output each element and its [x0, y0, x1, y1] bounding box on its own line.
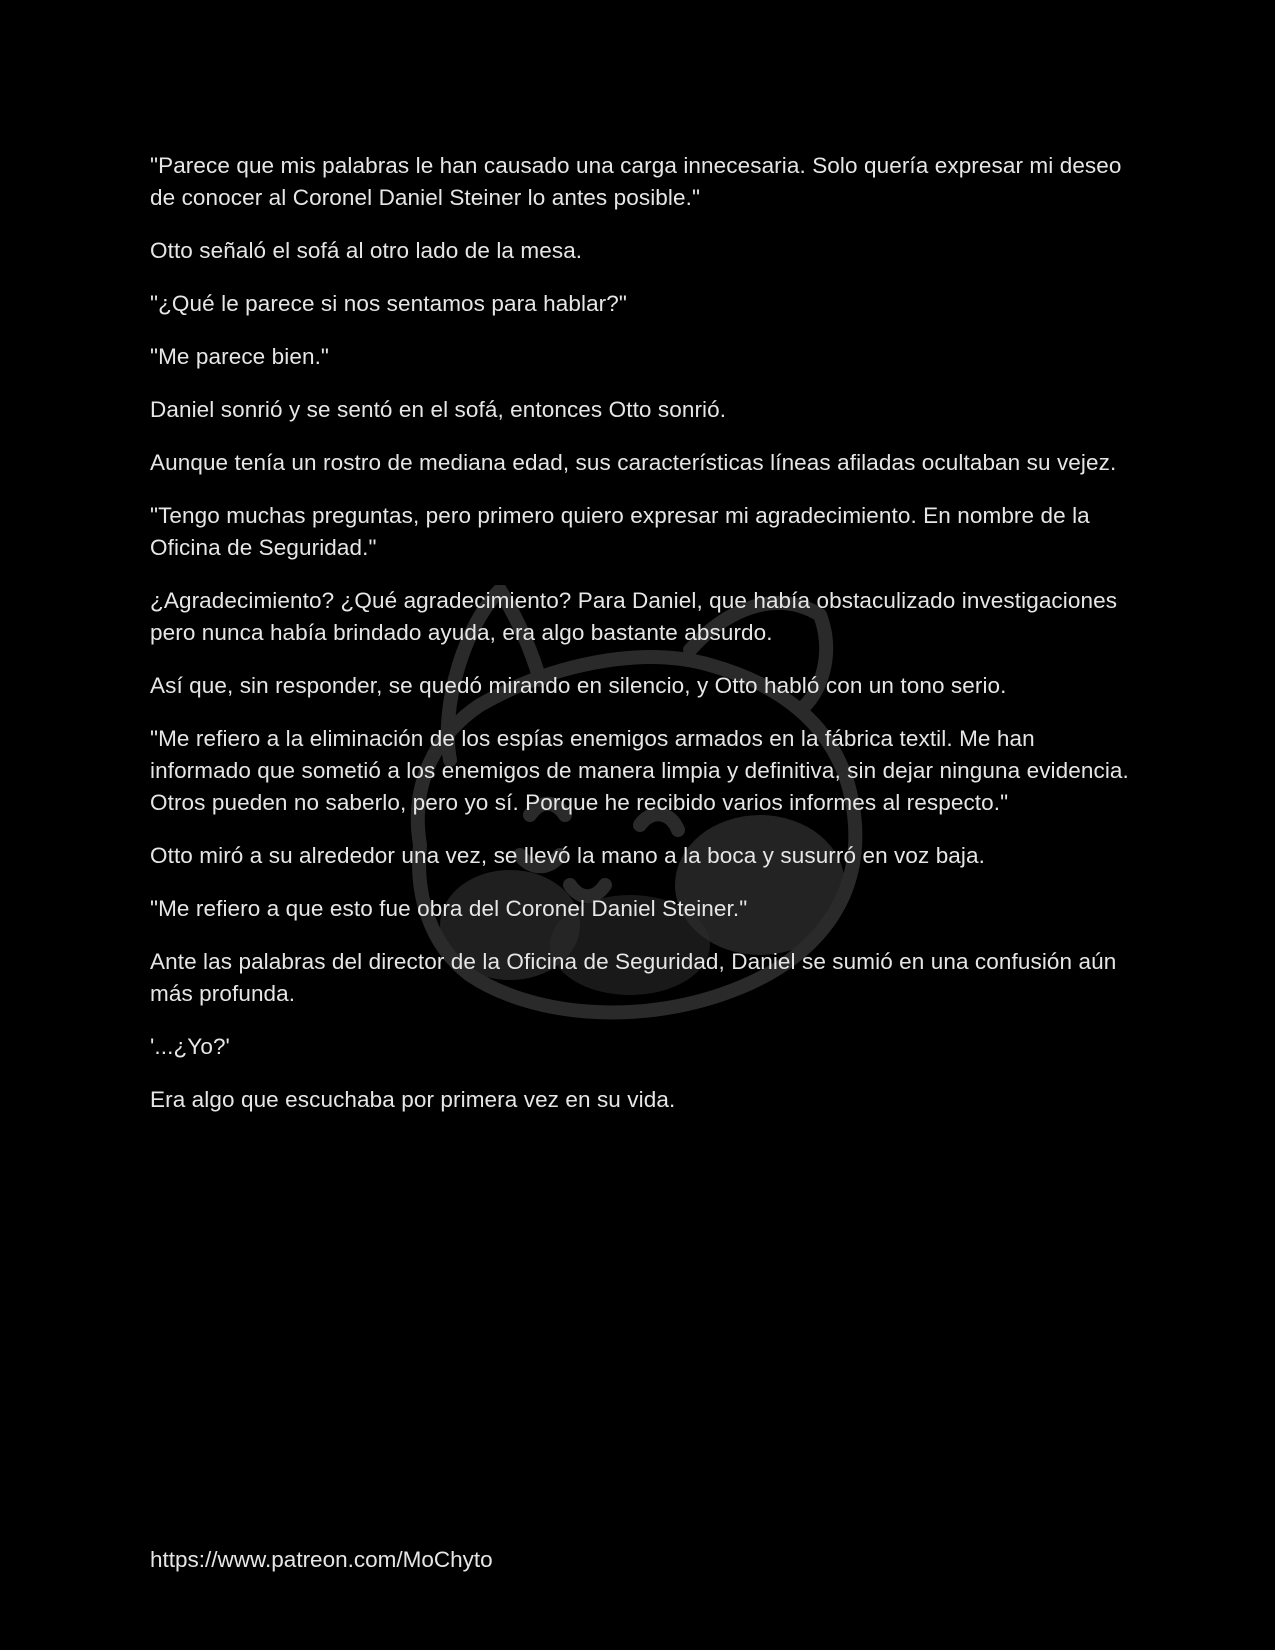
paragraph: Otto miró a su alrededor una vez, se llevó la mano a la boca y susurró en voz baja.: [150, 843, 985, 868]
paragraph: ¿Agradecimiento? ¿Qué agradecimiento? Para Daniel, que había obstaculizado investigaciones pero nunca había brindado ayuda, era algo bastante absurdo.: [150, 588, 1118, 645]
paragraph: Otto señaló el sofá al otro lado de la mesa.: [150, 238, 583, 263]
paragraph: Así que, sin responder, se quedó mirando en silencio, y Otto habló con un tono serio.: [150, 673, 1007, 698]
paragraph: "Me refiero a que esto fue obra del Coronel Daniel Steiner.": [150, 896, 748, 921]
paragraph: Ante las palabras del director de la Oficina de Seguridad, Daniel se sumió en una confusión aún más profunda.: [150, 949, 1117, 1006]
paragraph: "Parece que mis palabras le han causado una carga innecesaria. Solo quería expresar mi deseo de conocer al Coronel Daniel Steiner lo antes posible.": [150, 153, 1122, 210]
paragraph: '...¿Yo?': [150, 1034, 230, 1059]
paragraph: Era algo que escuchaba por primera vez en su vida.: [150, 1087, 676, 1112]
paragraph: "Tengo muchas preguntas, pero primero quiero expresar mi agradecimiento. En nombre de la Oficina de Seguridad.": [150, 503, 1090, 560]
paragraph: Daniel sonrió y se sentó en el sofá, entonces Otto sonrió.: [150, 397, 727, 422]
document-body: [150, 150, 1135, 1137]
paragraph: "¿Qué le parece si nos sentamos para hablar?": [150, 291, 627, 316]
paragraph: "Me refiero a la eliminación de los espías enemigos armados en la fábrica textil. Me han informado que sometió a los enemigos de manera limpia y definitiva, sin dejar ninguna evidencia. Otros pueden no saberlo, pero yo sí. Porque he recibido varios informes al respecto.": [150, 726, 1129, 815]
paragraph: "Me parece bien.": [150, 344, 330, 369]
patreon-link[interactable]: https://www.patreon.com/MoChyto: [150, 1547, 493, 1572]
paragraph: Aunque tenía un rostro de mediana edad, sus características líneas afiladas ocultaban su vejez.: [150, 450, 1117, 475]
